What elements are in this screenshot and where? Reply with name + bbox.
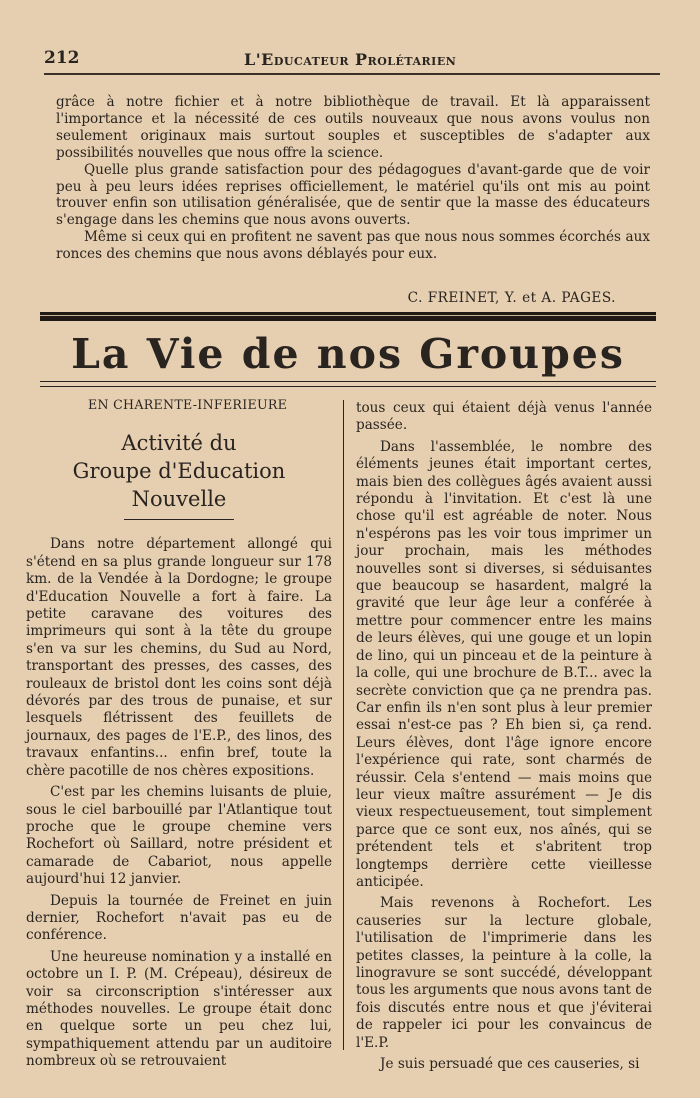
article-paragraph: Dans l'assemblée, le nombre des éléments jeunes était important certes, mais bien des collègues âgés avaient aussi répondu à l'invitation. Et c'est là une chose qu'il est agréable de noter. Nous n'espérons pas les voir tous imprimer un jour prochain, mais les méthodes nouvelles sont si diverses, si séduisantes que beaucoup se hasardent, malgré la gravité que leur âge leur a conférée à mettre pour commencer entre les mains de leurs élèves, qui une gouge et un lopin de lino, qui un pinceau et de la peinture à la colle, qui une brochure de B.T... avec la secrète conviction que ça ne prendra pas. Car enfin ils n'en sont plus à leur premier essai n'est-ce pas ? Eh bien si, ça rend. Leurs élèves, dont l'âge ignore encore l'expérience qui rate, sont charmés de réussir. Cela s'entend — mais moins que leur vieux maître assurément — Je dis vieux respectueusement, tout simplement parce que ce sont eux, nos aînés, qui se prétendent tels et s'abritent trop longtemps derrière cette vieillesse anticipée. — [356, 438, 652, 890]
article-paragraph: Je suis persuadé que ces causeries, si — [380, 1056, 640, 1073]
article-title-line2: Groupe d'Education Nouvelle — [72, 459, 286, 512]
section-bottom-rule — [40, 381, 656, 387]
page-header — [0, 46, 700, 78]
intro-text — [56, 94, 650, 263]
article-right-column — [356, 400, 652, 1077]
intro-paragraph: grâce à notre fichier et à notre bibliothèque de travail. Et là apparaissent l'importance et la nécessité de ces outils nouveaux que nous avons voulus non seulement originaux mais surtout souples et susceptibles de s'adapter aux possibilités nouvelles que nous offre la science. — [56, 94, 650, 161]
page-number: 212 — [44, 48, 80, 68]
article-title-line1: Activité du — [121, 431, 237, 456]
intro-paragraph: Même si ceux qui en profitent ne savent pas que nous nous sommes écorchés aux ronces des chemins que nous avons déblayés pour eux. — [56, 229, 650, 263]
article-title — [26, 429, 332, 513]
article-paragraph: Mais revenons à Rochefort. Les causeries sur la lecture globale, l'utilisation de l'imprimerie dans les petites classes, la peinture à la colle, la linogravure se sont succédé, développant tous les arguments que nous avons tant de fois discutés entre nous et que j'éviterai de rappeler ici pour les convaincus de l'E.P. — [356, 895, 652, 1051]
article-paragraph: tous ceux qui étaient déjà venus l'année passée. — [356, 400, 652, 434]
section-top-rule — [40, 312, 656, 321]
article-paragraph: Une heureuse nomination y a installé en octobre un I. P. (M. Crépeau), désireux de voir sa circonscription s'intéresser aux méthodes nouvelles. Le groupe était donc en quelque sorte un peu chez lui, sympathiquement attendu par un auditoire nombreux où se retrouvaient — [26, 948, 332, 1070]
signature: C. FREINET, Y. et A. PAGES. — [407, 290, 616, 306]
title-rule — [124, 519, 234, 520]
article-paragraph: C'est par les chemins luisants de pluie, sous le ciel barbouillé par l'Atlantique tout proche que le groupe chemine vers Rochefort où Saillard, notre président et camarade de Cabariot, nous appelle aujourd'hui 12 janvier. — [26, 784, 332, 888]
article-left-column — [26, 396, 332, 1075]
intro-paragraph: Quelle plus grande satisfaction pour des pédagogues d'avant-garde que de voir peu à peu leurs idées reprises officiellement, le matériel qu'ils ont mis au point trouver enfin son utilisation généralisée, que de sentir que la masse des éducateurs s'engage dans les chemins que nous avons ouverts. — [56, 161, 650, 229]
article-paragraph: Dans notre département allongé qui s'étend en sa plus grande longueur sur 178 km. de la Vendée à la Dordogne; le groupe d'Education Nouvelle a fort à faire. La petite caravane des voitures des imprimeurs qui sont à la tête du groupe s'en va sur les chemins, du Sud au Nord, transportant des presses, des casses, des rouleaux de bristol dont les coins sont déjà dévorés par des trous de punaise, et sur lesquels flétrissent des feuillets de journaux, des pages de l'E.P., des linos, des travaux enfantins... enfin bref, toute la chère pacotille de nos chères expositions. — [26, 536, 332, 779]
article-paragraph: Depuis la tournée de Freinet en juin dernier, Rochefort n'avait pas eu de conférence. — [26, 892, 332, 944]
header-rule — [44, 73, 660, 75]
article-rubric: EN CHARENTE-INFERIEURE — [88, 397, 288, 412]
section-title: La Vie de nos Groupes — [71, 330, 625, 378]
journal-title: L'Educateur Prolétarien — [244, 50, 457, 69]
column-divider — [343, 400, 344, 1050]
